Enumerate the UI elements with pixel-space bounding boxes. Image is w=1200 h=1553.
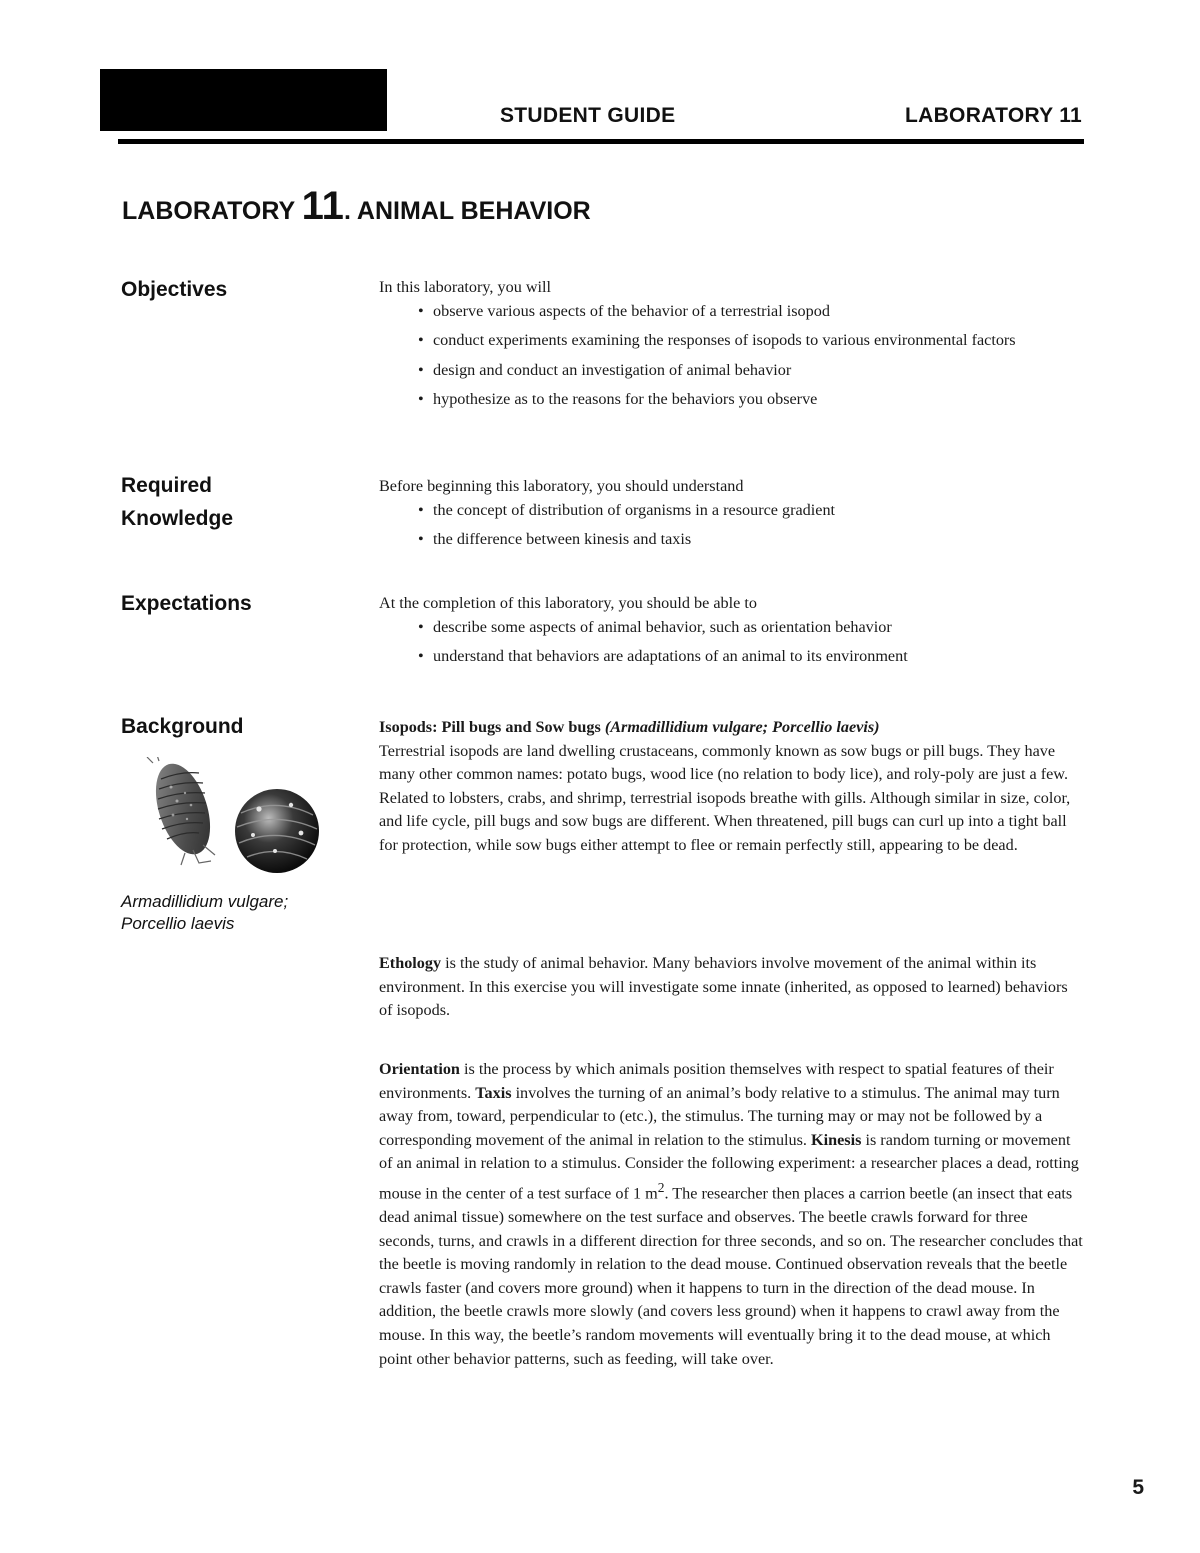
title-prefix: LABORATORY — [122, 197, 302, 225]
orientation-text-1: is the process by which animals position themselves with respect to spatial features of their environments. — [379, 1060, 1054, 1102]
subheading-italic: (Armadillidium vulgare; Porcellio laevis) — [604, 718, 880, 736]
required-heading-line2: Knowledge — [121, 507, 234, 530]
required-knowledge-heading — [121, 469, 233, 535]
list-item: • the concept of distribution of organisms in a resource gradient — [433, 499, 1085, 523]
title-number: 11 — [301, 184, 344, 228]
objectives-block — [379, 276, 1085, 418]
background-heading — [121, 710, 244, 743]
expectations-block — [379, 592, 1085, 675]
objectives-list — [379, 300, 1085, 412]
list-item: • observe various aspects of the behavior of a terrestrial isopod — [433, 300, 1085, 324]
superscript-2: 2 — [657, 1179, 665, 1195]
header-student-guide: STUDENT GUIDE — [500, 104, 676, 127]
page-number: 5 — [1132, 1476, 1144, 1499]
expectations-list — [379, 616, 1085, 669]
expectations-lead: At the completion of this laboratory, you should be able to — [379, 594, 757, 612]
term-kinesis: Kinesis — [811, 1130, 862, 1149]
list-item: • understand that behaviors are adaptations of an animal to its environment — [433, 645, 1085, 669]
required-knowledge-block — [379, 475, 1085, 558]
background-block — [379, 716, 1085, 858]
expectations-heading — [121, 587, 252, 620]
objectives-heading-text: Objectives — [121, 278, 228, 301]
required-heading-line1: Required — [121, 474, 213, 497]
sow-bug-icon — [146, 757, 221, 865]
caption-line1: Armadillidium vulgare; — [121, 892, 289, 911]
background-subheading — [379, 716, 1085, 740]
header-rule — [118, 139, 1084, 144]
term-ethology: Ethology — [379, 954, 442, 972]
background-paragraph-1: Terrestrial isopods are land dwelling crustaceans, commonly known as sow bugs or pill bugs. They have many other common names: potato bugs, wood lice (no relation to body lice), and roly-poly are just a few. Related to lobsters, crabs, and shrimp, terrestrial isopods breathe with gills. Although similar in size, color, and life cycle, pill bugs and sow bugs are different. When threatened, pill bugs can curl up into a tight ball for protection, while sow bugs either attempt to flee or remain perfectly still, appearing to be dead. — [379, 741, 1071, 854]
term-orientation: Orientation — [379, 1060, 460, 1078]
list-item: • hypothesize as to the reasons for the behaviors you observe — [433, 388, 1085, 412]
page-title — [122, 184, 591, 229]
pill-bug-icon — [235, 789, 319, 873]
image-caption — [121, 891, 288, 935]
background-heading-text: Background — [121, 715, 244, 738]
list-item: • the difference between kinesis and taxis — [433, 528, 1085, 552]
orientation-text-3: is random turning or movement of an animal in relation to a stimulus. Consider the following experiment: a researcher places a dead, rotting mouse in the center of a test surface of 1 m — [379, 1130, 1079, 1203]
orientation-paragraph — [379, 1058, 1085, 1371]
list-item: • conduct experiments examining the responses of isopods to various environmental factors — [433, 329, 1085, 353]
term-taxis: Taxis — [475, 1083, 512, 1102]
title-rest: . ANIMAL BEHAVIOR — [343, 197, 591, 225]
orientation-text-2: involves the turning of an animal’s body relative to a stimulus. The animal may turn away from, toward, perpendicular to (etc.), the stimulus. The turning may or may not be followed by a corresponding movement of the animal in relation to the stimulus. — [379, 1083, 1060, 1149]
objectives-lead: In this laboratory, you will — [379, 278, 552, 296]
required-list — [379, 499, 1085, 552]
subheading-bold: Isopods: Pill bugs and Sow bugs — [379, 718, 605, 736]
list-item: • design and conduct an investigation of animal behavior — [433, 359, 1085, 383]
orientation-text-4: . The researcher then places a carrion beetle (an insect that eats dead animal tissue) somewhere on the test surface and observes. The beetle crawls forward for three seconds, turns, and crawls in a different direction for three seconds, and so on. The researcher concludes that the beetle is moving randomly in relation to the dead mouse. Continued observation reveals that the beetle crawls faster (and covers more ground) when it happens to turn in the direction of the dead mouse. In addition, the beetle crawls more slowly (and covers less ground) when it happens to crawl away from the mouse. In this way, the beetle’s random movements will eventually bring it to the dead mouse, at which point other behavior patterns, such as feeding, will take over. — [379, 1184, 1083, 1368]
caption-line2: Porcellio laevis — [121, 914, 235, 933]
list-item: • describe some aspects of animal behavior, such as orientation behavior — [433, 616, 1085, 640]
ethology-text: is the study of animal behavior. Many behaviors involve movement of the animal within its environment. In this exercise you will investigate some innate (inherited, as opposed to learned) behaviors of isopods. — [379, 954, 1068, 1020]
isopod-illustration — [141, 757, 331, 875]
header-laboratory-label: LABORATORY 11 — [905, 104, 1082, 127]
header-black-block — [100, 69, 387, 131]
ethology-paragraph — [379, 952, 1085, 1023]
expectations-heading-text: Expectations — [121, 592, 252, 615]
objectives-heading — [121, 273, 227, 306]
required-lead: Before beginning this laboratory, you should understand — [379, 477, 744, 495]
